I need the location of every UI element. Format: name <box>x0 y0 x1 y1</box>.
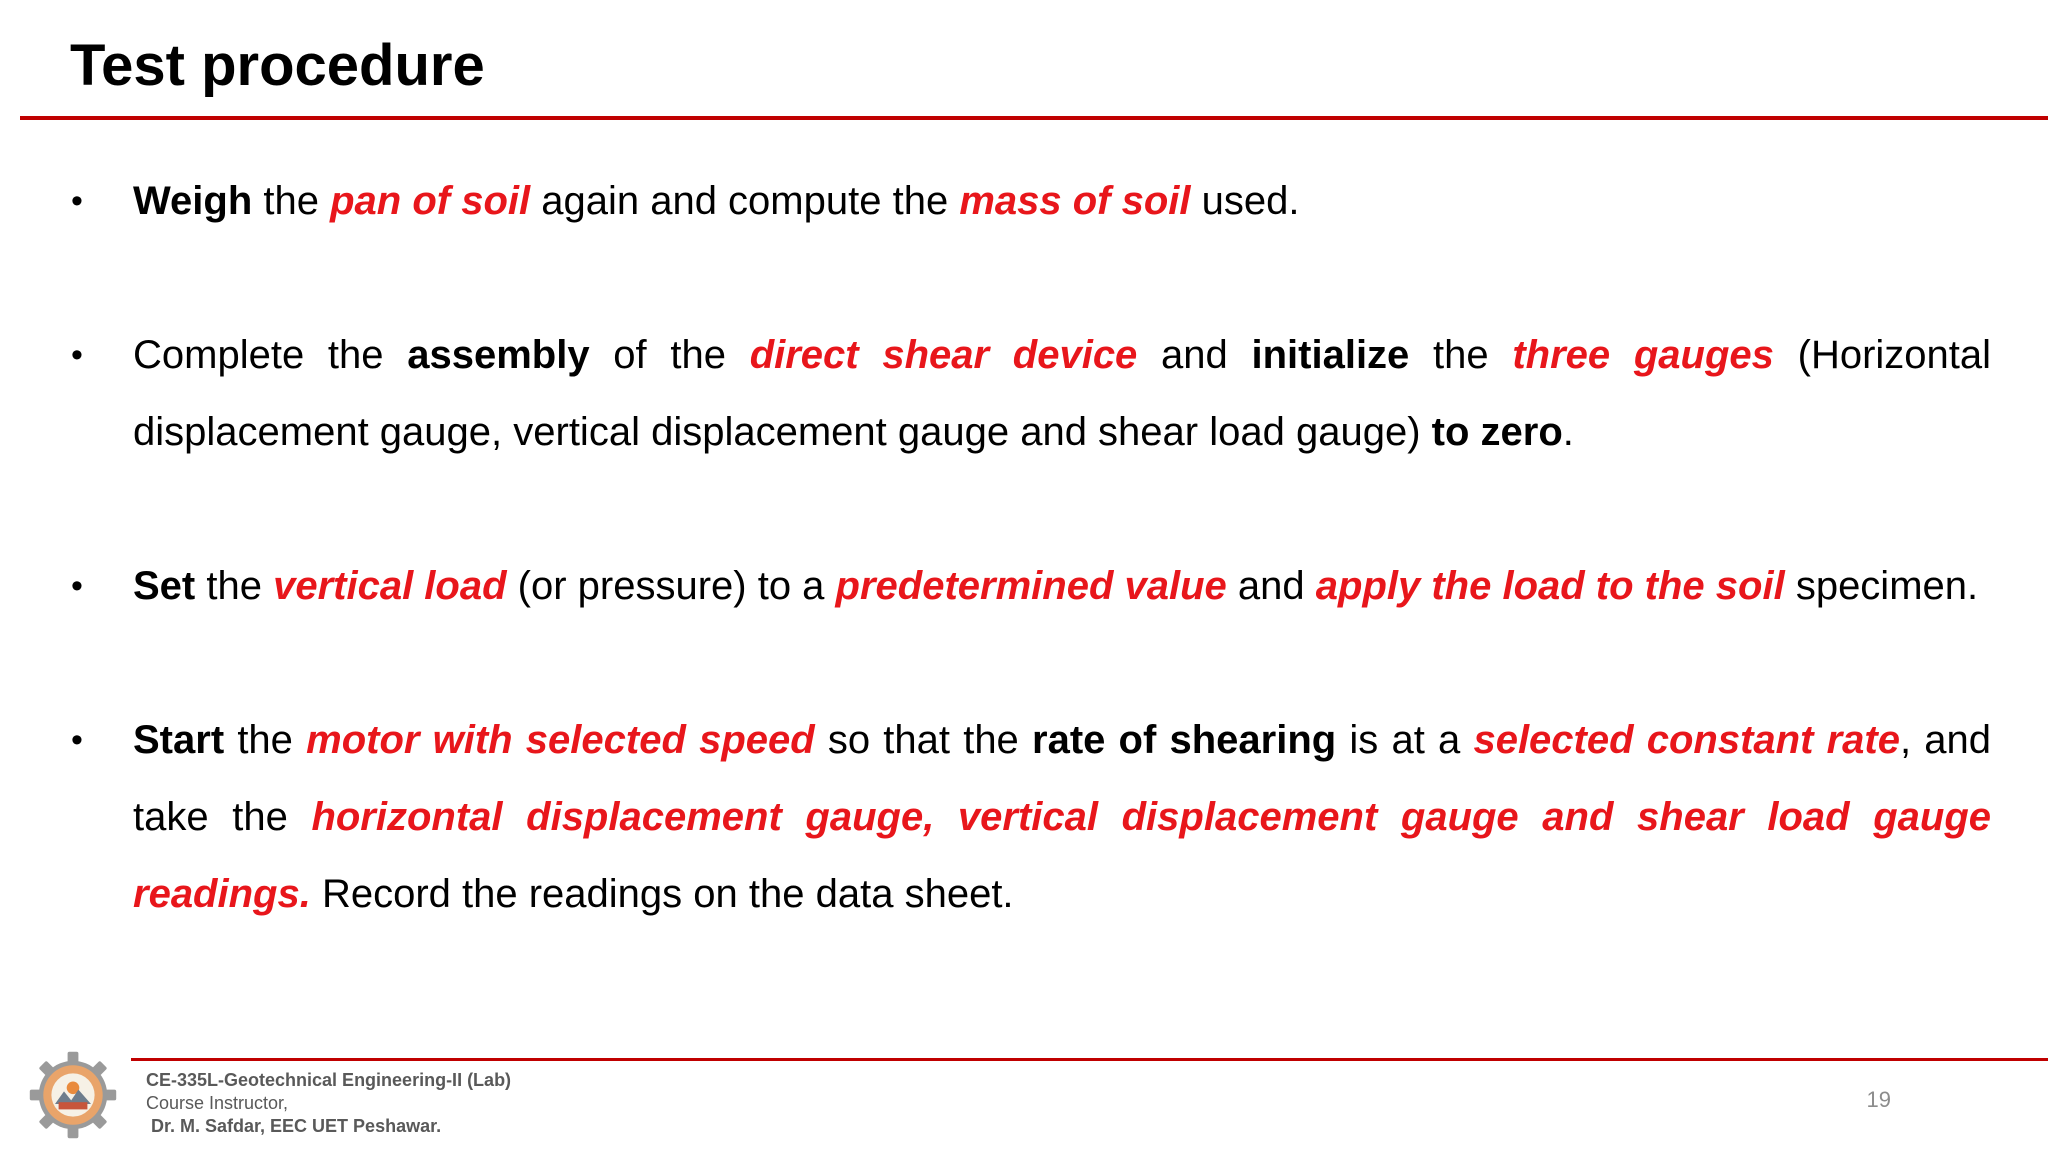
university-gear-seal-icon <box>28 1050 118 1140</box>
bullet-segment: Record the readings on the data sheet. <box>310 872 1014 916</box>
bullet-segment: , and take the <box>133 718 1992 839</box>
bullet-segment: assembly <box>407 333 590 377</box>
bullet-segment-highlight: pan of soil <box>330 179 531 223</box>
bullet-segment-highlight: apply the load to the soil <box>1315 564 1785 608</box>
bullet-segment: Complete the <box>133 333 408 377</box>
bullet-segment: initialize <box>1251 333 1410 377</box>
bullet-segment: and <box>1226 564 1316 608</box>
bullet-segment-highlight: horizontal displacement gauge, vertical displacement gauge and shear load gauge readings. <box>133 795 1991 916</box>
bullet-segment: . <box>1562 410 1574 454</box>
bullet-segment-highlight: motor with selected speed <box>306 718 815 762</box>
bullet-segment: the <box>252 179 331 223</box>
bullet-segment: the <box>1409 333 1513 377</box>
bullet-segment: to zero <box>1431 410 1563 454</box>
bullet-segment: (or pressure) to a <box>506 564 836 608</box>
bullet-segment: rate of shearing <box>1032 718 1337 762</box>
footer-role: Course Instructor, <box>146 1093 289 1113</box>
bullet-segment: Weigh <box>133 179 253 223</box>
bullet-segment: used. <box>1190 179 1300 223</box>
bullet-segment-highlight: mass of soil <box>959 179 1191 223</box>
bullet-segment: of the <box>589 333 750 377</box>
page-number: 19 <box>1866 1087 1891 1112</box>
bullet-dot-icon: • <box>71 182 83 220</box>
footer-instructor-name: Dr. M. Safdar, EEC UET Peshawar. <box>151 1116 442 1136</box>
bullet-segment: so that the <box>814 718 1032 762</box>
bullet-item-set-load <box>71 548 1991 625</box>
bullet-segment: the <box>224 718 307 762</box>
bullet-segment-highlight: predetermined value <box>835 564 1227 608</box>
bullet-dot-icon: • <box>71 567 83 605</box>
bullet-segment: specimen. <box>1784 564 1979 608</box>
bullet-dot-icon: • <box>71 721 83 759</box>
bullet-segment-highlight: three gauges <box>1512 333 1774 377</box>
bullet-segment-highlight: direct shear device <box>749 333 1138 377</box>
bullet-item-start-motor <box>71 702 1992 933</box>
bullet-item-weigh <box>71 163 1991 240</box>
bullet-dot-icon: • <box>71 336 83 374</box>
bullet-segment: and <box>1137 333 1252 377</box>
bullet-segment: is at a <box>1336 718 1474 762</box>
bullet-item-assembly <box>71 317 1992 471</box>
slide-title: Test procedure <box>70 33 485 98</box>
bullet-list <box>71 163 1992 933</box>
bullet-segment-highlight: selected constant rate <box>1473 718 1900 762</box>
title-divider <box>20 116 2048 120</box>
bullet-segment: the <box>195 564 274 608</box>
bullet-segment: Start <box>133 718 225 762</box>
footer-divider <box>131 1058 2048 1061</box>
bullet-segment: again and compute the <box>530 179 960 223</box>
bullet-segment: Set <box>133 564 196 608</box>
bullet-segment: (Horizontal displacement gauge, vertical displacement gauge and shear load gauge) <box>133 333 1992 454</box>
footer-info <box>146 1069 511 1138</box>
footer-course: CE-335L-Geotechnical Engineering-II (Lab) <box>146 1070 512 1090</box>
bullet-segment-highlight: vertical load <box>273 564 507 608</box>
